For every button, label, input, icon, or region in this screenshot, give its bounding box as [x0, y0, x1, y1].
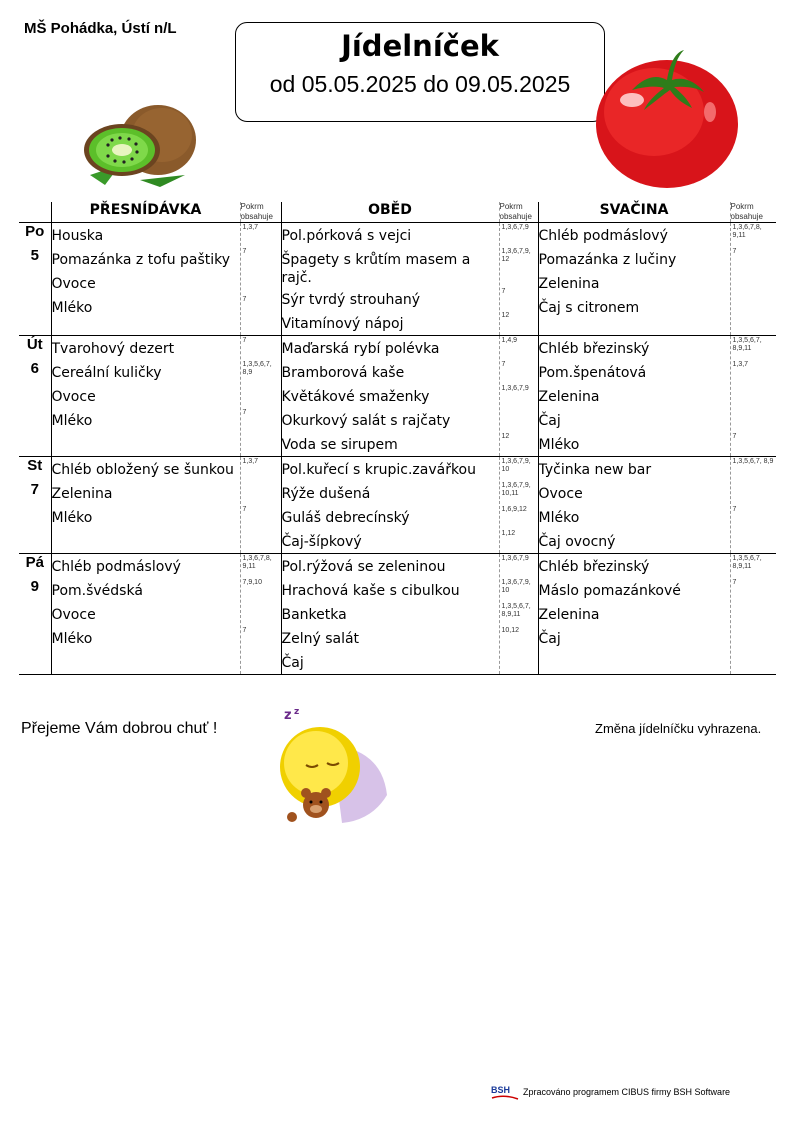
allergen-codes [731, 529, 777, 553]
day-number: 5 [30, 247, 39, 264]
lunch-cell [281, 223, 499, 336]
allergen-codes: 7 [242, 627, 247, 634]
allergen-codes: 1,6,9,12 [501, 506, 527, 513]
breakfast-allergen-cell [240, 457, 281, 554]
menu-item: Mléko [51, 300, 93, 316]
day-row [19, 336, 776, 457]
day-row [19, 223, 776, 336]
allergen-codes [731, 271, 777, 295]
allergen-codes: 1,3,5,6,7, 8,9,11 [732, 555, 762, 570]
lunch-allergen-cell [499, 457, 538, 554]
breakfast-cell [51, 223, 240, 336]
menu-item: Pomazánka z lučiny [538, 252, 677, 268]
menu-item: Špagety s krůtím masem a rajč. [281, 252, 471, 286]
day-row [19, 554, 776, 675]
allergen-codes [731, 602, 777, 626]
snack-allergen-cell [730, 554, 776, 675]
menu-item: Čaj [538, 413, 561, 429]
breakfast-header: PŘESNÍDÁVKA [51, 202, 240, 223]
menu-item: Zelenina [538, 389, 600, 405]
menu-item: Chléb podmáslový [538, 228, 668, 244]
allergen-codes: 7 [242, 409, 247, 416]
kiwi-icon [80, 95, 200, 190]
tomato-icon [592, 42, 742, 192]
snack-cell [538, 457, 730, 554]
allergen-codes: 7 [242, 337, 247, 344]
menu-item: Čaj ovocný [538, 534, 616, 550]
menu-item: Cereální kuličky [51, 365, 162, 381]
page-title: Jídelníček [341, 29, 499, 63]
day-cell [19, 223, 51, 336]
allergen-codes [241, 384, 281, 408]
day-name: Pá [25, 554, 44, 571]
allergen-codes: 1,12 [501, 530, 516, 537]
breakfast-allergen-cell [240, 554, 281, 675]
snack-allergen-cell [730, 223, 776, 336]
lunch-header: OBĚD [281, 202, 499, 223]
menu-item: Rýže dušená [281, 486, 371, 502]
allergen-codes: 1,3,6,7,9, 12 [501, 248, 531, 263]
day-name: Út [26, 336, 43, 353]
menu-item: Pol.pórková s vejci [281, 228, 412, 244]
menu-item: Vitamínový nápoj [281, 316, 404, 332]
allergen-codes: 1,3,6,7,9 [501, 555, 529, 562]
allergen-codes: 7 [242, 296, 247, 303]
allergen-codes: 7 [732, 579, 737, 586]
allergen-header: Pokrm obsahuje [240, 202, 281, 223]
menu-item: Čaj-šípkový [281, 534, 362, 550]
allergen-codes [731, 384, 777, 408]
menu-item: Tvarohový dezert [51, 341, 175, 357]
breakfast-cell [51, 554, 240, 675]
menu-item: Bramborová kaše [281, 365, 405, 381]
allergen-codes: 1,3,5,6,7, 8,9 [732, 458, 774, 465]
snack-cell [538, 336, 730, 457]
menu-item: Pom.špenátová [538, 365, 647, 381]
allergen-codes: 7 [732, 433, 737, 440]
menu-item: Ovoce [538, 486, 583, 502]
menu-item: Chléb obložený se šunkou [51, 462, 234, 478]
snack-allergen-cell [730, 457, 776, 554]
lunch-allergen-cell [499, 336, 538, 457]
menu-item: Pomazánka z tofu paštiky [51, 252, 231, 268]
allergen-codes: 1,3,6,7,9 [501, 385, 529, 392]
menu-item: Chléb březinský [538, 341, 650, 357]
menu-item: Mléko [538, 510, 580, 526]
snack-header: SVAČINA [538, 202, 730, 223]
allergen-codes: 1,4,9 [501, 337, 518, 344]
breakfast-cell [51, 336, 240, 457]
svg-text:z: z [284, 708, 292, 723]
breakfast-cell [51, 457, 240, 554]
allergen-codes: 7 [501, 361, 506, 368]
menu-item: Čaj s citronem [538, 300, 640, 316]
menu-item: Ovoce [51, 276, 96, 292]
allergen-codes [241, 271, 281, 295]
allergen-codes [731, 481, 777, 505]
menu-item: Ovoce [51, 607, 96, 623]
day-cell [19, 554, 51, 675]
allergen-codes: 7 [501, 288, 506, 295]
menu-item: Zelenina [538, 276, 600, 292]
allergen-codes [731, 626, 777, 650]
allergen-codes [500, 408, 538, 432]
allergen-codes: 1,3,7 [242, 224, 259, 231]
date-range: od 05.05.2025 do 09.05.2025 [269, 71, 571, 97]
day-number: 7 [30, 481, 39, 498]
menu-item: Pol.rýžová se zeleninou [281, 559, 446, 575]
menu-table [19, 202, 776, 675]
allergen-codes: 7 [732, 248, 737, 255]
lunch-cell [281, 554, 499, 675]
allergen-codes: 1,3,6,7,8, 9,11 [732, 224, 762, 239]
menu-item: Banketka [281, 607, 347, 623]
day-name: St [27, 457, 43, 474]
allergen-codes: 1,3,5,6,7, 8,9 [242, 361, 272, 376]
credit-text: Zpracováno programem CIBUS firmy BSH Software [523, 1087, 731, 1097]
menu-item: Sýr tvrdý strouhaný [281, 292, 421, 308]
allergen-codes: 1,3,5,6,7, 8,9,11 [732, 337, 762, 352]
allergen-codes [500, 650, 538, 674]
allergen-codes [241, 602, 281, 626]
lunch-cell [281, 336, 499, 457]
menu-item: Okurkový salát s rajčaty [281, 413, 451, 429]
day-row [19, 457, 776, 554]
day-header [19, 202, 51, 223]
sleeping-moon-icon [272, 705, 397, 830]
svg-text:z: z [294, 707, 300, 717]
menu-item: Květákové smaženky [281, 389, 430, 405]
menu-item: Maďarská rybí polévka [281, 341, 440, 357]
menu-item: Tyčinka new bar [538, 462, 652, 478]
menu-item: Zelenina [51, 486, 113, 502]
day-cell [19, 457, 51, 554]
svg-text:BSH: BSH [491, 1085, 511, 1095]
allergen-codes: 1,3,6,7,9, 10 [501, 579, 531, 594]
lunch-allergen-cell [499, 554, 538, 675]
allergen-codes: 1,3,7 [242, 458, 259, 465]
allergen-codes: 10,12 [501, 627, 520, 634]
allergen-codes: 7 [242, 248, 247, 255]
change-note: Změna jídelníčku vyhrazena. [595, 721, 762, 736]
snack-cell [538, 554, 730, 675]
school-name: MŠ Pohádka, Ústí n/L [24, 20, 177, 37]
day-number: 6 [30, 360, 39, 377]
menu-item: Chléb březinský [538, 559, 650, 575]
menu-item: Mléko [538, 437, 580, 453]
allergen-codes: 1,3,5,6,7, 8,9,11 [501, 603, 531, 618]
allergen-codes: 12 [501, 433, 510, 440]
menu-item: Mléko [51, 631, 93, 647]
menu-item: Máslo pomazánkové [538, 583, 681, 599]
menu-item: Guláš debrecínský [281, 510, 410, 526]
allergen-codes [241, 481, 281, 505]
menu-item: Mléko [51, 510, 93, 526]
allergen-codes: 7 [732, 506, 737, 513]
snack-allergen-cell [730, 336, 776, 457]
allergen-codes: 7 [242, 506, 247, 513]
menu-item: Mléko [51, 413, 93, 429]
day-name: Po [25, 223, 45, 240]
allergen-codes: 12 [501, 312, 510, 319]
menu-item: Ovoce [51, 389, 96, 405]
allergen-codes [731, 408, 777, 432]
allergen-codes: 1,3,6,7,9 [501, 224, 529, 231]
day-number: 9 [30, 578, 39, 595]
menu-item: Pom.švédská [51, 583, 143, 599]
day-cell [19, 336, 51, 457]
menu-item: Zelný salát [281, 631, 360, 647]
allergen-codes: 1,3,6,7,8, 9,11 [242, 555, 272, 570]
allergen-codes: 1,3,6,7,9, 10,11 [501, 482, 531, 497]
menu-item: Hrachová kaše s cibulkou [281, 583, 460, 599]
menu-item: Čaj [281, 655, 304, 671]
menu-item: Zelenina [538, 607, 600, 623]
menu-item: Čaj [538, 631, 561, 647]
menu-item: Voda se sirupem [281, 437, 398, 453]
bsh-logo [490, 1083, 522, 1103]
allergen-codes [731, 295, 777, 319]
title-box [235, 22, 605, 122]
menu-item: Chléb podmáslový [51, 559, 181, 575]
menu-item: Houska [51, 228, 104, 244]
wish-text: Přejeme Vám dobrou chuť ! [21, 720, 218, 737]
breakfast-allergen-cell [240, 336, 281, 457]
lunch-cell [281, 457, 499, 554]
breakfast-allergen-cell [240, 223, 281, 336]
allergen-header: Pokrm obsahuje [730, 202, 776, 223]
allergen-header: Pokrm obsahuje [499, 202, 538, 223]
allergen-codes: 1,3,7 [732, 361, 749, 368]
snack-cell [538, 223, 730, 336]
menu-item: Pol.kuřecí s krupic.zavářkou [281, 462, 476, 478]
allergen-codes: 7,9,10 [242, 579, 262, 586]
lunch-allergen-cell [499, 223, 538, 336]
allergen-codes: 1,3,6,7,9, 10 [501, 458, 531, 473]
